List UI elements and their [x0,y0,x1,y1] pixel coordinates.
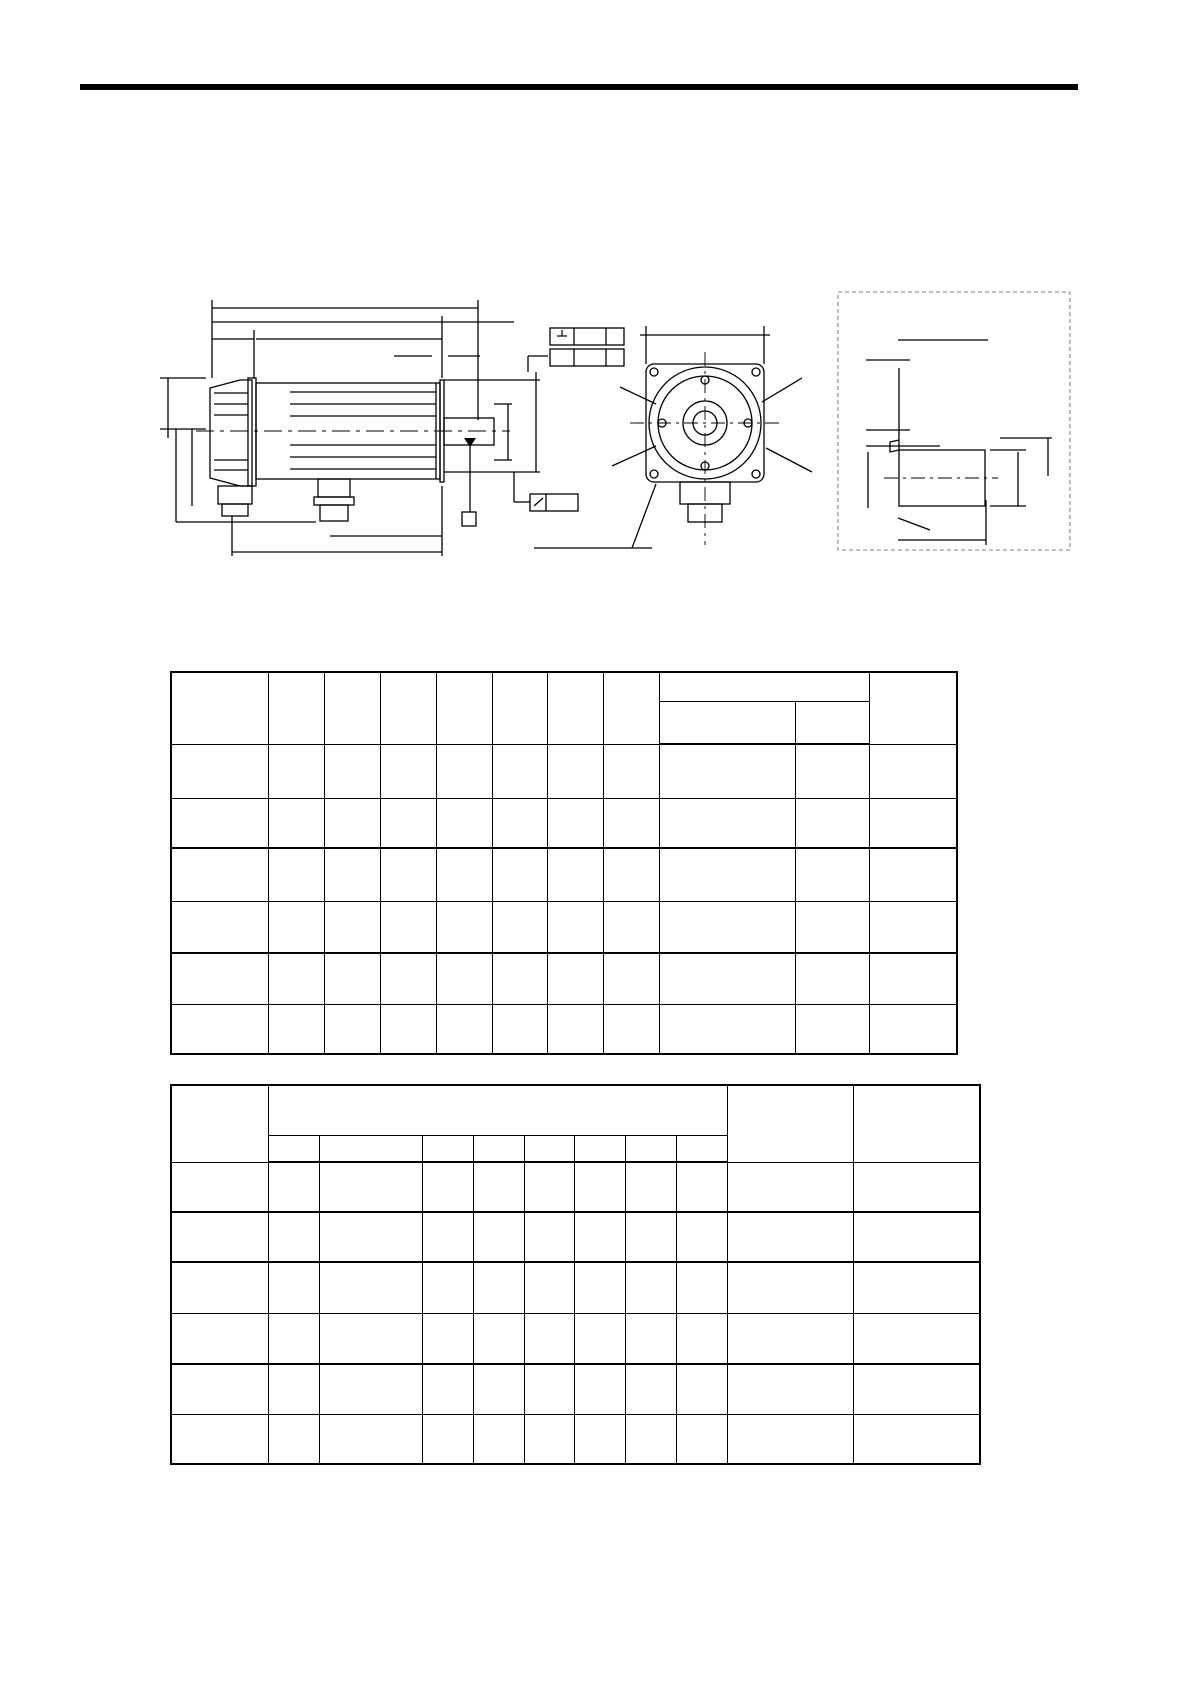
table-cell [548,848,604,901]
table-cell [492,953,548,1004]
table-cell [660,1004,796,1054]
table-cell [380,1004,436,1054]
table-cell [575,1414,626,1464]
table-cell [604,744,660,798]
table-row [171,1313,980,1364]
table-cell [380,672,436,744]
table-cell [436,744,492,798]
table-cell [795,901,869,953]
table-cell [660,953,796,1004]
table-cell [728,1414,854,1464]
table-cell [575,1364,626,1414]
table-cell [660,701,796,744]
table-cell [380,848,436,901]
table-cell [171,1262,269,1313]
table-cell [325,744,381,798]
table-cell [269,798,325,848]
table-cell [269,1414,320,1464]
table-cell [524,1262,575,1313]
table-cell [436,798,492,848]
power-connector [318,479,350,497]
table-cell [604,953,660,1004]
table-cell [436,848,492,901]
table-cell [795,1004,869,1054]
table-cell [677,1414,728,1464]
table-cell [795,701,869,744]
table-cell [320,1262,423,1313]
table-cell [269,953,325,1004]
table1-header-row [171,672,957,701]
table-cell [575,1135,626,1162]
table-cell [269,1313,320,1364]
table-row [171,1262,980,1313]
table-cell [524,1313,575,1364]
table-cell [492,1004,548,1054]
table-cell [380,798,436,848]
motor-side-view [160,300,652,556]
table-cell [422,1135,473,1162]
table-cell [171,1004,269,1054]
dimension-table-2 [170,1084,981,1465]
table-cell [795,848,869,901]
table-cell [575,1313,626,1364]
table-cell [492,901,548,953]
detail-frame [838,292,1070,550]
table-cell [269,672,325,744]
table-cell [626,1364,677,1414]
motor-front-view [612,326,812,548]
table-cell [171,672,269,744]
table-cell [436,953,492,1004]
table-cell [171,901,269,953]
table-cell [728,1262,854,1313]
table-cell [171,744,269,798]
table-cell [524,1212,575,1262]
table-cell [626,1135,677,1162]
table-cell [677,1135,728,1162]
table-cell [548,1004,604,1054]
table-cell [869,672,957,744]
table-cell [548,672,604,744]
table-row [171,798,957,848]
table-cell [436,901,492,953]
table-cell [269,1162,320,1212]
table-cell [473,1135,524,1162]
table-row [171,744,957,798]
table-cell [269,848,325,901]
table-cell [660,744,796,798]
table-cell [171,1085,269,1162]
table-cell [320,1212,423,1262]
dimension-table-1 [170,671,958,1055]
table-cell [728,1364,854,1414]
table-cell [524,1162,575,1212]
table-cell [325,953,381,1004]
table-cell [269,1212,320,1262]
table-cell [548,798,604,848]
table-cell [660,901,796,953]
table-cell [853,1212,980,1262]
table-cell [269,1262,320,1313]
shaft-detail-view [866,340,1052,545]
table-cell [320,1313,423,1364]
table-cell [269,1004,325,1054]
table-cell [677,1212,728,1262]
table-row [171,1162,980,1212]
table-row [171,953,957,1004]
table-cell [677,1364,728,1414]
table-cell [626,1414,677,1464]
table-row [171,901,957,953]
table-cell [869,848,957,901]
table-cell [853,1262,980,1313]
table-cell [422,1162,473,1212]
table-cell [473,1414,524,1464]
table-cell [604,672,660,744]
table-cell [626,1313,677,1364]
table-row [171,1004,957,1054]
table-cell [492,798,548,848]
table-cell [795,744,869,798]
table-cell [853,1162,980,1212]
table-cell [604,1004,660,1054]
table-cell [548,901,604,953]
table-cell [422,1414,473,1464]
table-cell [548,953,604,1004]
table-cell [171,798,269,848]
table-cell [795,798,869,848]
table-cell [320,1135,423,1162]
encoder-connector [218,486,252,504]
table-cell [492,848,548,901]
table-cell [626,1162,677,1212]
table-cell [626,1212,677,1262]
table-cell [575,1162,626,1212]
table-cell [795,953,869,1004]
table-cell [473,1162,524,1212]
table-cell [171,953,269,1004]
table-cell [604,901,660,953]
table-cell [171,1212,269,1262]
table-cell [524,1135,575,1162]
table-cell [269,1085,728,1135]
table-cell [320,1414,423,1464]
table-cell [660,798,796,848]
table-cell [869,901,957,953]
table-cell [473,1262,524,1313]
table-cell [422,1364,473,1414]
table-cell [728,1085,854,1162]
table-row [171,1212,980,1262]
table-cell [853,1085,980,1162]
table-cell [269,1364,320,1414]
table-cell [853,1364,980,1414]
table-cell [728,1162,854,1212]
table-cell [380,744,436,798]
table-cell [380,953,436,1004]
table-cell [869,798,957,848]
table-cell [269,744,325,798]
table-cell [436,672,492,744]
table-cell [492,672,548,744]
table-cell [575,1262,626,1313]
table-cell [320,1364,423,1414]
table-cell [604,848,660,901]
table-cell [473,1212,524,1262]
table2-header-row [171,1085,980,1135]
table-cell [422,1262,473,1313]
table-cell [320,1162,423,1212]
table-cell [728,1212,854,1262]
table-cell [269,1135,320,1162]
table-cell [171,1313,269,1364]
table-cell [171,1162,269,1212]
table-cell [853,1414,980,1464]
table-cell [325,672,381,744]
table-cell [524,1414,575,1464]
table-cell [524,1364,575,1414]
table-cell [171,848,269,901]
table-cell [473,1364,524,1414]
table-cell [171,1364,269,1414]
table-cell [422,1313,473,1364]
table-cell [575,1212,626,1262]
table-cell [325,798,381,848]
table-cell [869,1004,957,1054]
table-cell [660,848,796,901]
table-cell [380,901,436,953]
table-row [171,848,957,901]
table-cell [853,1313,980,1364]
table-cell [325,1004,381,1054]
table-cell [660,672,869,701]
table-cell [269,901,325,953]
table-cell [436,1004,492,1054]
table-cell [422,1212,473,1262]
table-cell [677,1262,728,1313]
table-cell [325,848,381,901]
table-cell [626,1262,677,1313]
table-cell [548,744,604,798]
table-cell [473,1313,524,1364]
table-cell [492,744,548,798]
table-cell [677,1162,728,1212]
table-row [171,1364,980,1414]
table-cell [869,744,957,798]
table-row [171,1414,980,1464]
table-cell [325,901,381,953]
table-cell [171,1414,269,1464]
table-cell [869,953,957,1004]
table-cell [604,798,660,848]
table-cell [728,1313,854,1364]
table-cell [677,1313,728,1364]
